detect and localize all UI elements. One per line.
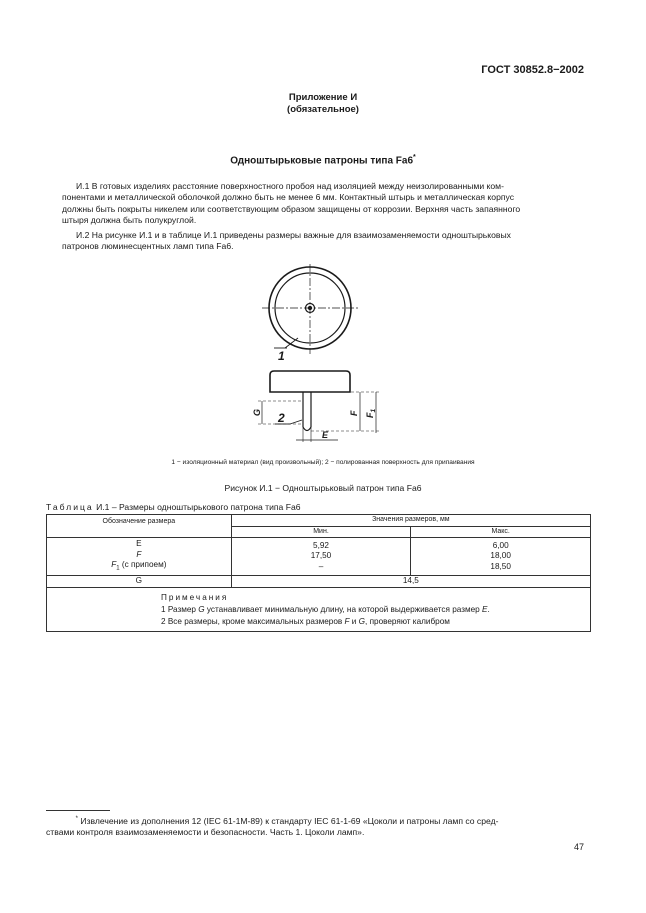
row-max-cell — [411, 538, 591, 576]
paragraph-line: должны быть покрыты никелем или соответствующим образом защищены от коррозии. Верхняя часть запаянного — [62, 203, 521, 214]
row-names-cell — [47, 538, 232, 576]
annex-heading — [0, 92, 646, 116]
row-name-f: F — [136, 549, 142, 559]
note-2 — [161, 616, 584, 628]
row-min-cell — [231, 538, 411, 576]
cell-min-f: 17,50 — [310, 551, 332, 561]
row-name-e: E — [136, 539, 142, 548]
table-notes-row — [47, 587, 591, 631]
note-symbol: F — [344, 616, 350, 626]
table-row — [47, 538, 591, 576]
note-1 — [161, 604, 584, 616]
leader-line-2 — [290, 420, 302, 424]
cell-max-f1: 18,50 — [490, 561, 511, 571]
figure-fa6-holder — [240, 262, 390, 454]
paragraph-number: И.1 — [76, 181, 90, 191]
cell-max-e: 6,00 — [492, 540, 509, 550]
section-title — [0, 154, 646, 166]
cell-g-value: 14,5 — [231, 576, 590, 588]
label-f1 — [365, 409, 377, 419]
row-name-f1-sub: 1 — [116, 565, 120, 572]
page-number: 47 — [573, 842, 584, 852]
label-f: F — [349, 410, 359, 416]
label-f1-sub: 1 — [370, 408, 377, 413]
paragraph-number: И.2 — [76, 230, 90, 240]
paragraph-line: На рисунке И.1 и в таблице И.1 приведены размеры важные для взаимозаменяемости одноштырьковых — [91, 230, 511, 240]
paragraph-line: В готовых изделиях расстояние поверхностного пробоя над изоляцией между неизолированными ком- — [91, 181, 504, 191]
table-caption — [46, 502, 301, 512]
paragraph-line: штыря должна быть полукруглой. — [62, 214, 197, 225]
footnote — [46, 814, 586, 838]
section-footnote-mark: * — [413, 154, 416, 161]
cell-min-f1: – — [318, 561, 324, 571]
figure-legend: 1 − изоляционный материал (вид произвольный); 2 − полированная поверхность для припаивания — [171, 459, 475, 466]
note-symbol: G — [358, 616, 366, 626]
note-text: , проверяют калибром — [365, 616, 450, 626]
note-symbol: G — [198, 604, 205, 614]
notes-title: Примечания — [161, 592, 229, 602]
table-caption-prefix: Таблица — [46, 502, 94, 512]
cell-min-e: 5,92 — [313, 540, 329, 550]
row-name-f1: F — [111, 560, 117, 569]
note-text: 2 Все размеры, кроме максимальных размеров — [161, 616, 345, 626]
table-notes — [47, 587, 591, 631]
section-title-text: Одноштырьковые патроны типа Fa6 — [230, 155, 414, 167]
label-2: 2 — [278, 411, 285, 425]
label-1: 1 — [278, 349, 285, 363]
footnote-line: Извлечение из дополнения 12 (IEC 61-1M-89) к стандарту IEC 61-1-69 «Цоколи и патроны ламп со сред- — [80, 815, 499, 826]
paragraph-line: понентами и металлической оболочкой должно быть не менее 6 мм. Контактный штырь и металлическая корпус — [62, 192, 514, 203]
table-row — [47, 576, 591, 588]
pin-tip — [303, 427, 311, 431]
table-caption-text: И.1 – Размеры одноштырькового патрона типа Fa6 — [93, 502, 301, 512]
paragraph-2 — [62, 230, 584, 253]
footnote-mark: * — [75, 816, 78, 822]
row-name-f1-note: (с припоем) — [121, 560, 167, 569]
paragraph-1 — [62, 181, 584, 226]
table-header-row — [47, 515, 591, 527]
footnote-separator — [46, 810, 110, 811]
annex-title: Приложение И — [288, 92, 358, 103]
row-name-g: G — [47, 576, 232, 588]
header-size-values: Значения размеров, мм — [231, 515, 590, 527]
label-f1-letter: F — [365, 412, 375, 418]
note-text: . — [487, 604, 490, 614]
holder-body — [270, 371, 350, 392]
label-e: E — [322, 430, 329, 440]
note-symbol: E — [482, 604, 488, 614]
note-text: устанавливает минимальную длину, на которой выдерживается размер — [204, 604, 483, 614]
dimensions-table — [46, 514, 591, 632]
footnote-line: ствами контроля взаимозаменяемости и безопасности. Часть 1. Цоколи ламп». — [46, 827, 365, 838]
annex-status: (обязательное) — [287, 104, 359, 115]
figure-caption: Рисунок И.1 − Одноштырьковый патрон типа Fa6 — [224, 483, 422, 493]
note-text: 1 Размер — [161, 604, 199, 614]
cell-max-f: 18,00 — [490, 551, 511, 561]
header-max: Макс. — [411, 526, 591, 538]
header-min: Мин. — [231, 526, 411, 538]
document-code: ГОСТ 30852.8−2002 — [481, 64, 584, 76]
header-size-name: Обозначение размера — [47, 515, 232, 538]
label-g: G — [252, 408, 262, 416]
paragraph-line: патронов люминесцентных ламп типа Fa6. — [62, 241, 234, 252]
note-text: и — [349, 616, 359, 626]
